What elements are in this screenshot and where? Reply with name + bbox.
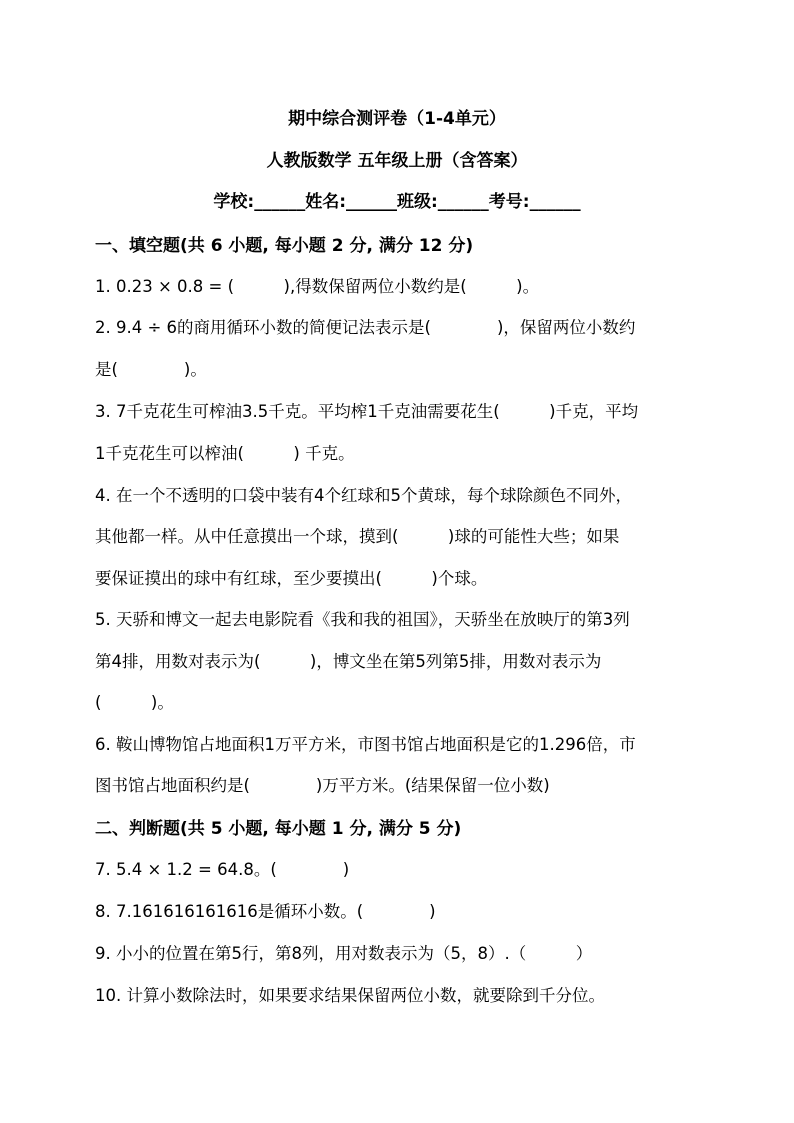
question-line: 1千克花生可以榨油( ) 千克。 xyxy=(95,444,355,463)
section-heading-fill-blank: 一、填空题(共 6 小题, 每小题 2 分, 满分 12 分) xyxy=(95,236,474,256)
student-info-line: 学校:______姓名:______班级:______考号:______ xyxy=(213,192,581,212)
section-heading-true-false: 二、判断题(共 5 小题, 每小题 1 分, 满分 5 分) xyxy=(95,819,462,839)
question-line: 其他都一样。从中任意摸出一个球，摸到( )球的可能性大些；如果 xyxy=(95,527,620,546)
exam-title: 期中综合测评卷（1-4单元） xyxy=(288,109,506,129)
question-line: 要保证摸出的球中有红球，至少要摸出( )个球。 xyxy=(95,569,488,588)
question-line: 6. 鞍山博物馆占地面积1万平方米，市图书馆占地面积是它的1.296倍，市 xyxy=(95,735,636,754)
question-line: 第4排，用数对表示为( )，博文坐在第5列第5排，用数对表示为 xyxy=(95,652,602,671)
question-line: 5. 天骄和博文一起去电影院看《我和我的祖国》，天骄坐在放映厅的第3列 xyxy=(95,610,630,629)
question-line: 是( )。 xyxy=(95,360,207,379)
question-line: 3. 7千克花生可榨油3.5千克。平均榨1千克油需要花生( )千克，平均 xyxy=(95,402,639,421)
question-line: 图书馆占地面积约是( )万平方米。(结果保留一位小数) xyxy=(95,776,550,795)
question-line: 9. 小小的位置在第5行，第8列，用对数表示为（5，8）.（ ） xyxy=(95,944,593,963)
question-line: 7. 5.4 × 1.2 = 64.8。( ) xyxy=(95,860,350,879)
question-line: 4. 在一个不透明的口袋中装有4个红球和5个黄球，每个球除颜色不同外， xyxy=(95,486,632,505)
question-line: 1. 0.23 × 0.8 = ( ),得数保留两位小数约是( )。 xyxy=(95,277,540,296)
question-line: 10. 计算小数除法时，如果要求结果保留两位小数，就要除到千分位。 xyxy=(95,986,605,1005)
question-line: 2. 9.4 ÷ 6的商用循环小数的简便记法表示是( )，保留两位小数约 xyxy=(95,318,636,337)
question-line: ( )。 xyxy=(95,693,174,712)
exam-subtitle: 人教版数学 五年级上册（含答案） xyxy=(266,151,528,171)
question-line: 8. 7.161616161616是循环小数。( ) xyxy=(95,902,436,921)
